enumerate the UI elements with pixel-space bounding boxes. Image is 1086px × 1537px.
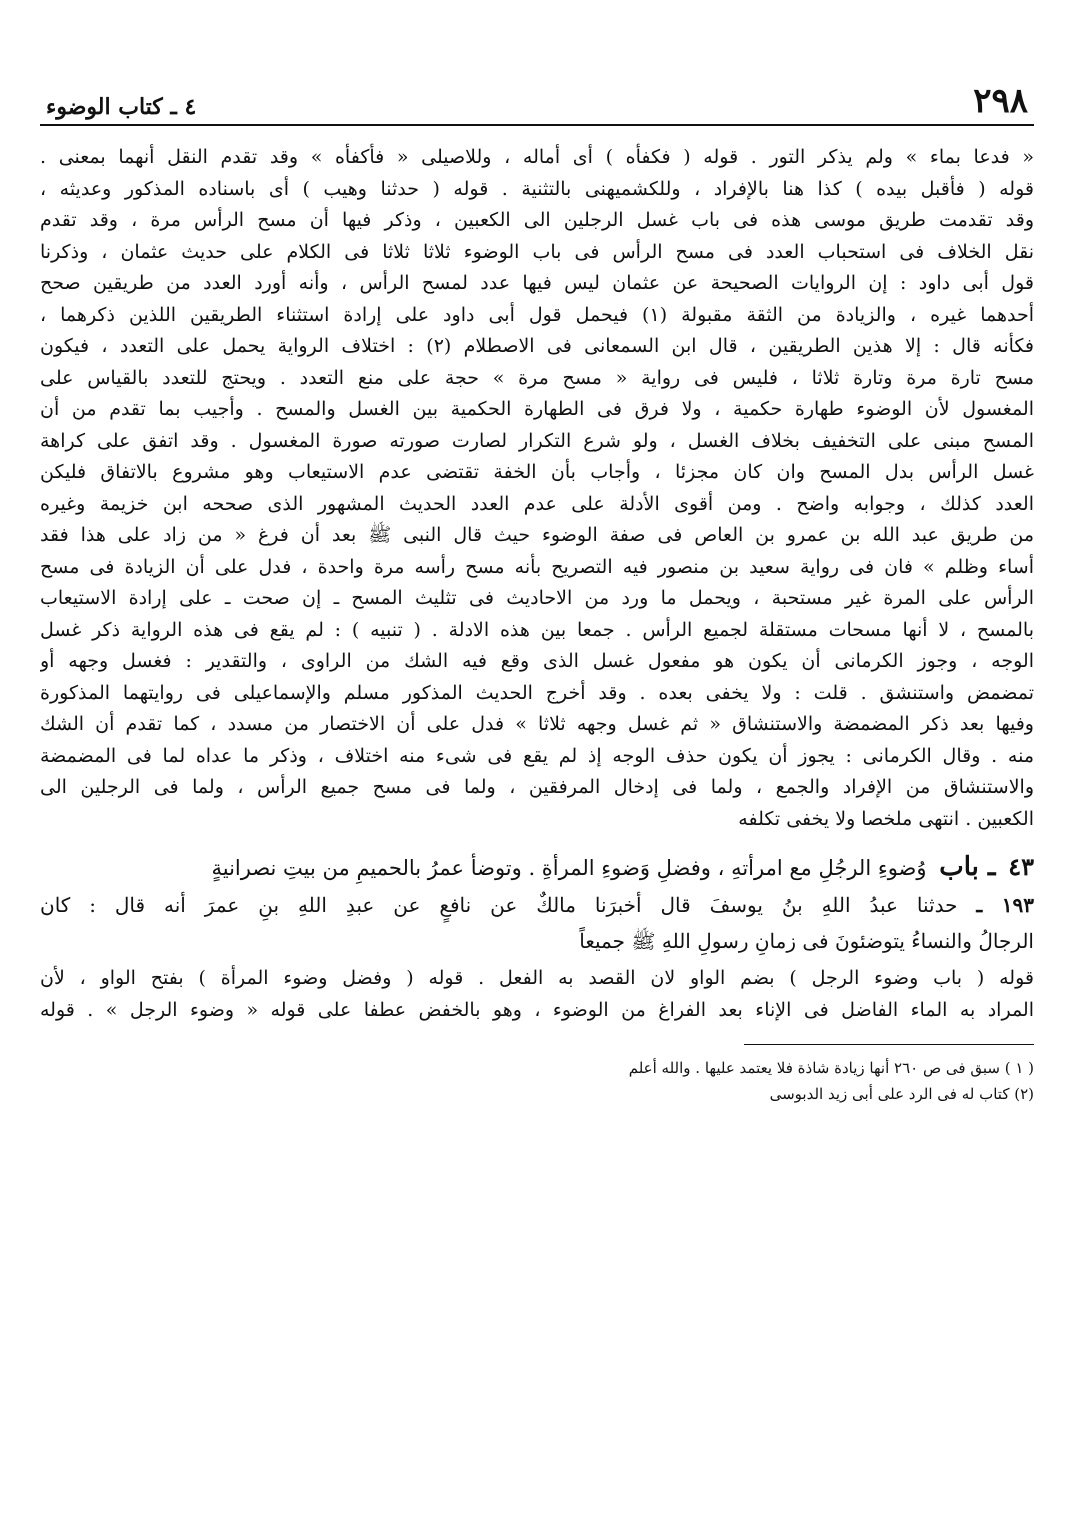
text-line: والاستنشاق من الإفراد والجمع ، ولما فى إدخال المرفقين ، ولما فى مسح جميع الرأس ، ولما فى الرجلين الى xyxy=(40,776,1034,798)
text-line: المغسول لأن الوضوء طهارة حكمية ، ولا فرق فى الطهارة الحكمية بين الغسل والمسح . وأجيب بما تقدم من أن xyxy=(40,398,1034,420)
text-line: أساء وظلم » فان فى رواية سعيد بن منصور فيه التصريح بأنه مسح رأسه مرة واحدة ، فدل على أن الزيادة فى مسح xyxy=(40,555,1034,578)
text-line: أحدهما غيره ، والزيادة من الثقة مقبولة (١) فيحمل قول أبى داود على إرادة استثناء الطريقين اللذين ذكرهما ، xyxy=(40,303,1034,326)
chapter-title: وُضوءِ الرجُلِ مع امرأتهِ ، وفضلِ وَضوءِ المرأةِ . وتوضأ عمرُ بالحميمِ من بيتِ نصرانيةٍ xyxy=(211,856,927,880)
text-line: وفيها بعد ذكر المضمضة والاستنشاق « ثم غسل وجهه ثلاثا » فدل على أن الاختصار من مسدد ، كما تقدم أن الشك xyxy=(40,713,1034,735)
text-line: تمضمض واستنشق . قلت : ولا يخفى بعده . وقد أخرج الحديث المذكور مسلم والإسماعيلى فى روايتهما المذكورة xyxy=(40,681,1034,704)
text-line: بالمسح ، لا أنها مسحات مستقلة لجميع الرأس . جمعا بين هذه الادلة . ( تنبيه ) : لم يقع فى هذه الرواية ذكر غسل xyxy=(40,618,1034,641)
text-line: منه . وقال الكرمانى : يجوز أن يكون حذف الوجه إذ لم يقع فى شىء منه اختلاف ، وذكر ما عداه لما فى المضمضة xyxy=(40,744,1034,767)
footnote-divider xyxy=(744,1044,1034,1045)
page-header xyxy=(40,78,1034,126)
footnotes xyxy=(40,1055,1034,1107)
text-line: قوله ( باب وضوء الرجل ) بضم الواو لان القصد به الفعل . قوله ( وفضل وضوء المرأة ) بفتح الواو ، لأن xyxy=(40,967,1034,989)
commentary xyxy=(40,963,1034,1026)
text-line: فكأنه قال : إلا هذين الطريقين ، قال ابن السمعانى فى الاصطلام (٢) : اختلاف الرواية يحمل على التعدد ، فيكون xyxy=(40,335,1034,357)
hadith-block xyxy=(40,887,1034,959)
chapter-heading xyxy=(40,847,1034,887)
hadith-line xyxy=(40,887,1034,923)
text-line: المسح مبنى على التخفيف بخلاف الغسل ، ولو شرع التكرار لصارت صورته صورة المغسول . وقد اتفق على كراهة xyxy=(40,429,1034,452)
text-line: الرأس على المرة غير مستحبة ، ويحمل ما ورد من الاحاديث فى تثليث المسح ـ إن صحت ـ على إرادة الاستيعاب xyxy=(40,587,1034,609)
hadith-number: ١٩٣ ـ xyxy=(976,893,1034,917)
text-line: من طريق عبد الله بن عمرو بن العاص فى صفة الوضوء حيث قال النبى ﷺ بعد أن فرغ « من زاد على هذا فقد xyxy=(40,524,1034,546)
chapter-number: ٤٣ xyxy=(1008,852,1034,881)
running-title: ٤ ـ كتاب الوضوء xyxy=(46,94,197,120)
hadith-line: الرجالُ والنساءُ يتوضئونَ فى زمانِ رسولِ اللهِ ﷺ جميعاً xyxy=(579,929,1034,953)
text-line: غسل الرأس بدل المسح وان كان مجزئا ، وأجاب بأن الخفة تقتضى عدم الاستيعاب وهو مشروع بالاتفاق فليكن xyxy=(40,461,1034,483)
text-line: قوله ( فأقبل بيده ) كذا هنا بالإفراد ، وللكشميهنى بالتثنية . قوله ( حدثنا وهيب ) أى باسناده المذكور وعديثه ، xyxy=(40,177,1034,200)
chapter-label: ـ باب xyxy=(939,852,996,882)
body-text xyxy=(40,142,1034,835)
text-line: المراد به الماء الفاضل فى الإناء بعد الفراغ من الوضوء ، وهو بالخفض عطفا على قوله « وضوء الرجل » . قوله xyxy=(40,998,1034,1021)
text-line: وقد تقدمت طريق موسى هذه فى باب غسل الرجلين الى الكعبين ، وذكر فيها أن مسح الرأس مرة ، وقد تقدم xyxy=(40,209,1034,231)
footnote: ( ١ ) سبق فى ص ٢٦٠ أنها زيادة شاذة فلا يعتمد عليها . والله أعلم xyxy=(628,1059,1034,1077)
text-line: نقل الخلاف فى استحباب العدد فى مسح الرأس فى باب الوضوء ثلاثا ثلاثا فى الكلام على حديث عثمان ، وذكرنا xyxy=(40,240,1034,263)
page-number: ٢٩٨ xyxy=(973,81,1028,121)
hadith-text: حدثنا عبدُ اللهِ بنُ يوسفَ قال أخبرَنا مالكٌ عن نافعٍ عن عبدِ اللهِ بنِ عمرَ أنه قال : كان xyxy=(40,893,958,917)
text-line: الكعبين . انتهى ملخصا ولا يخفى تكلفه xyxy=(738,807,1034,830)
text-line: مسح تارة مرة وتارة ثلاثا ، فليس فى رواية « مسح مرة » حجة على منع التعدد . ويحتج للتعدد بالقياس على xyxy=(40,366,1034,389)
text-line: العدد كذلك ، وجوابه واضح . ومن أقوى الأدلة على عدم العدد الحديث المشهور الذى صححه ابن خزيمة وغيره xyxy=(40,492,1034,515)
text-line: قول أبى داود : إن الروايات الصحيحة عن عثمان ليس فيها عدد لمسح الرأس ، وأنه أورد العدد من طريقين صحح xyxy=(40,272,1034,294)
footnote: (٢) كتاب له فى الرد على أبى زيد الدبوسى xyxy=(769,1085,1034,1103)
text-line: « فدعا بماء » ولم يذكر التور . قوله ( فكفأه ) أى أماله ، وللاصيلى « فأكفأه » وقد تقدم النقل أنهما بمعنى . xyxy=(40,146,1034,168)
text-line: الوجه ، وجوز الكرمانى أن يكون هو مفعول غسل الذى وقع فيه الشك من الراوى ، والتقدير : فغسل وجهه أو xyxy=(40,650,1034,672)
